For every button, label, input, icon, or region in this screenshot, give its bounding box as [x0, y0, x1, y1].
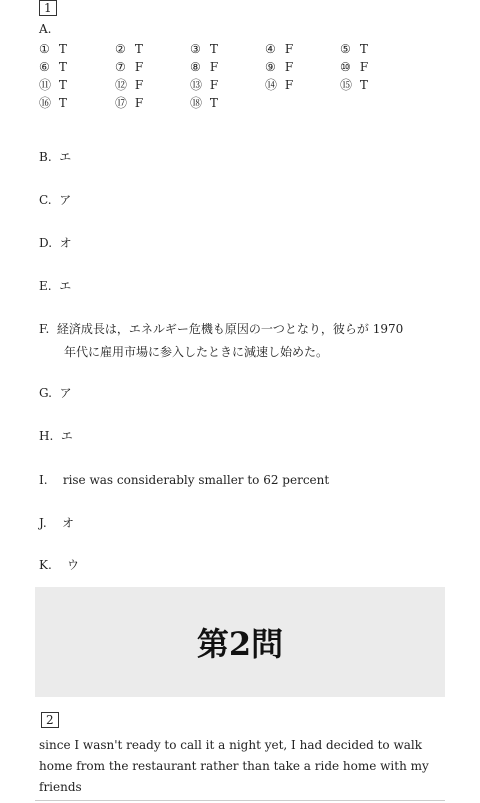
- answer-j: J. オ: [39, 516, 74, 530]
- tf-item: ③ T: [190, 42, 218, 56]
- question-number: 2: [46, 713, 54, 727]
- tf-item: ② T: [115, 42, 143, 56]
- divider: [35, 800, 445, 801]
- answer-f-continuation: 年代に雇用市場に参入したときに減速し始めた。: [64, 345, 329, 359]
- tf-item: ⑮ T: [340, 78, 368, 92]
- tf-item: ⑰ F: [115, 96, 144, 110]
- tf-item: ⑦ F: [115, 60, 144, 74]
- answer-a-label: A.: [39, 22, 52, 36]
- answer-e: E. エ: [39, 279, 72, 293]
- answer-h: H. エ: [39, 429, 73, 443]
- tf-item: ⑪ T: [39, 78, 67, 92]
- question-number: 1: [44, 1, 52, 15]
- answer-f: F. 経済成長は，エネルギー危機も原因の一つとなり，彼らが 1970: [39, 322, 404, 336]
- section-banner: [35, 587, 445, 697]
- tf-item: ⑨ F: [265, 60, 294, 74]
- answer-b: B. エ: [39, 150, 72, 164]
- tf-item: ⑧ F: [190, 60, 219, 74]
- tf-item: ① T: [39, 42, 67, 56]
- tf-item: ⑤ T: [340, 42, 368, 56]
- tf-item: ⑫ F: [115, 78, 144, 92]
- tf-item: ⑭ F: [265, 78, 294, 92]
- answer-paragraph: since I wasn't ready to call it a night yet, I had decided to walk home from the restaurant rather than take a ride home with my friends: [39, 738, 429, 794]
- question-number-box-1: [39, 0, 57, 16]
- tf-item: ⑯ T: [39, 96, 67, 110]
- answer-i: I. rise was considerably smaller to 62 percent: [39, 473, 330, 487]
- answer-c: C. ア: [39, 193, 72, 207]
- tf-item: ④ F: [265, 42, 294, 56]
- tf-item: ⑬ F: [190, 78, 219, 92]
- tf-item: ⑩ F: [340, 60, 369, 74]
- answer-d: D. オ: [39, 236, 72, 250]
- section-title: 第2問: [196, 625, 284, 663]
- question-number-box-2: [41, 712, 59, 728]
- tf-item: ⑥ T: [39, 60, 67, 74]
- tf-item: ⑱ T: [190, 96, 218, 110]
- answer-g: G. ア: [39, 386, 72, 400]
- answer-k: K. ウ: [39, 558, 80, 572]
